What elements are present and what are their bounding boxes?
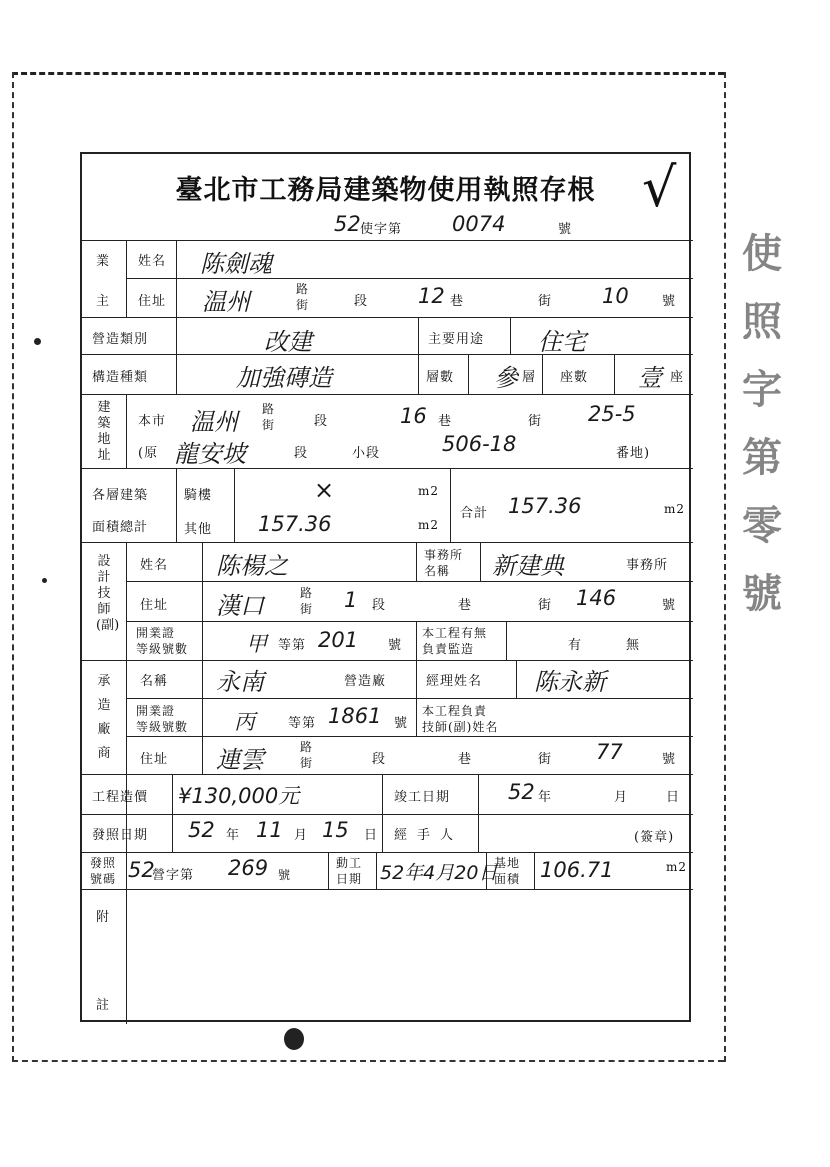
designer-lic-label-1: 開業證 bbox=[136, 626, 176, 640]
scan-border-right bbox=[724, 72, 726, 1062]
designer-lic-no: 201 bbox=[318, 628, 359, 652]
addr-street: 街 bbox=[262, 418, 276, 432]
contractor-no: 77 bbox=[596, 740, 623, 764]
owner-lane: 巷 bbox=[450, 294, 465, 309]
site-label-1: 基地 bbox=[494, 856, 521, 870]
other-label: 其他 bbox=[184, 522, 213, 537]
designer-office: 新建典 bbox=[492, 552, 564, 580]
area-label-1: 各層建築 bbox=[92, 488, 149, 503]
number-hao: 號 bbox=[558, 222, 573, 237]
owner-label-ye: 業 bbox=[96, 254, 111, 269]
contractor-street: 街 bbox=[300, 756, 314, 770]
ink-spot bbox=[34, 338, 41, 345]
floors-value: 參 bbox=[494, 364, 518, 392]
designer-lic-mid: 等第 bbox=[278, 638, 307, 653]
addr-city: 温州 bbox=[190, 408, 238, 436]
total-value: 157.36 bbox=[508, 494, 582, 518]
addr-no: 25-5 bbox=[588, 402, 636, 426]
number-prefix: 52 bbox=[334, 212, 361, 236]
contractor-lic-hao: 號 bbox=[394, 716, 409, 731]
contractor-vlabel: 承造廠商 bbox=[97, 674, 111, 761]
arcade-unit: m2 bbox=[418, 484, 440, 498]
owner-addr-city: 温州 bbox=[202, 288, 250, 316]
issue-yue: 月 bbox=[294, 828, 309, 843]
contractor-section: 段 bbox=[372, 752, 387, 767]
designer-road: 路 bbox=[300, 586, 314, 600]
ink-spot bbox=[42, 578, 47, 583]
number-value: 0074 bbox=[452, 212, 506, 236]
designer-office-suffix: 事務所 bbox=[626, 558, 669, 573]
owner-name: 陈劍魂 bbox=[200, 250, 272, 278]
contractor-road: 路 bbox=[300, 740, 314, 754]
scan-border-bottom bbox=[12, 1060, 724, 1062]
issue-month: 11 bbox=[256, 818, 283, 842]
struct-label: 構造種類 bbox=[92, 370, 149, 385]
address-vlabel: 建築地址 bbox=[97, 400, 111, 463]
addr-section: 段 bbox=[314, 414, 329, 429]
addr-city-label: 本市 bbox=[138, 414, 167, 429]
remarks-char-1: 附 bbox=[96, 910, 111, 925]
owner-street: 街 bbox=[296, 298, 310, 312]
owner-hao: 號 bbox=[662, 294, 677, 309]
designer-addr-label: 住址 bbox=[140, 598, 169, 613]
designer-name-label: 姓名 bbox=[140, 558, 169, 573]
ink-spot bbox=[284, 1028, 304, 1050]
contractor-lic-mid: 等第 bbox=[288, 716, 317, 731]
designer-street: 街 bbox=[300, 602, 314, 616]
owner-lane-no: 12 bbox=[418, 284, 445, 308]
contractor-name-label: 名稱 bbox=[140, 674, 169, 689]
start-label-2: 日期 bbox=[336, 872, 363, 886]
contractor-lic-grade: 丙 bbox=[234, 710, 255, 734]
addr-road: 路 bbox=[262, 402, 276, 416]
owner-jie: 街 bbox=[538, 294, 553, 309]
issue-nian: 年 bbox=[226, 828, 241, 843]
permit-zi: 營字第 bbox=[152, 868, 195, 883]
contractor-lic-label-1: 開業證 bbox=[136, 704, 176, 718]
issue-ri: 日 bbox=[364, 828, 379, 843]
contractor-addr-city: 連雲 bbox=[216, 746, 264, 774]
designer-hao: 號 bbox=[662, 598, 677, 613]
area-label-2: 面積總計 bbox=[92, 520, 149, 535]
scan-border-left bbox=[12, 72, 14, 1062]
arcade-label: 騎樓 bbox=[184, 488, 213, 503]
total-unit: m2 bbox=[664, 502, 686, 516]
addr-duan: 段 bbox=[294, 446, 309, 461]
addr-xiaoduan: 小段 bbox=[352, 446, 381, 461]
designer-office-label-1: 事務所 bbox=[424, 548, 464, 562]
addr-orig-label: (原 bbox=[138, 446, 159, 461]
supervise-wu: 無 bbox=[626, 638, 641, 653]
done-ri: 日 bbox=[666, 790, 681, 805]
number-label: 使字第 bbox=[360, 222, 403, 237]
start-value: 52年4月20日 bbox=[380, 862, 498, 884]
issue-year: 52 bbox=[188, 818, 215, 842]
contractor-name-suffix: 營造廠 bbox=[344, 674, 387, 689]
designer-vlabel: 設計技師(副) bbox=[96, 554, 120, 633]
permit-hao: 號 bbox=[278, 868, 292, 882]
arcade-value: × bbox=[314, 476, 335, 504]
addr-lot: 506-18 bbox=[442, 432, 517, 456]
designer-no: 146 bbox=[576, 586, 617, 610]
count-label: 座數 bbox=[560, 370, 589, 385]
checkmark: √ bbox=[642, 156, 677, 219]
designer-lic-grade: 甲 bbox=[246, 632, 267, 656]
cost-value: ¥130,000元 bbox=[178, 784, 300, 808]
contractor-jie: 街 bbox=[538, 752, 553, 767]
scan-border-top bbox=[12, 72, 724, 75]
contractor-lic-no: 1861 bbox=[328, 704, 382, 728]
issue-day: 15 bbox=[322, 818, 349, 842]
designer-jie: 街 bbox=[538, 598, 553, 613]
addr-lane: 巷 bbox=[438, 414, 453, 429]
permit-form bbox=[80, 152, 691, 1022]
designer-sec-no: 1 bbox=[344, 588, 358, 612]
site-unit: m2 bbox=[666, 860, 688, 874]
floors-ceng: 層 bbox=[522, 370, 537, 385]
designer-lane: 巷 bbox=[458, 598, 473, 613]
total-label: 合計 bbox=[460, 506, 489, 521]
permit-no: 269 bbox=[228, 856, 269, 880]
site-label-2: 面積 bbox=[494, 872, 521, 886]
addr-orig-area: 龍安坡 bbox=[174, 440, 246, 468]
contractor-tech-label-1: 本工程負責 bbox=[422, 704, 488, 718]
type-value: 改建 bbox=[264, 328, 312, 356]
permit-year: 52 bbox=[128, 858, 155, 882]
owner-road: 路 bbox=[296, 282, 310, 296]
start-label-1: 動工 bbox=[336, 856, 363, 870]
contractor-name: 永南 bbox=[216, 668, 264, 696]
floors-label: 層數 bbox=[426, 370, 455, 385]
addr-lot-label: 番地) bbox=[616, 446, 651, 461]
struct-value: 加強磚造 bbox=[236, 364, 332, 392]
count-value: 壹 bbox=[638, 364, 662, 392]
contractor-hao: 號 bbox=[662, 752, 677, 767]
designer-name: 陈楊之 bbox=[216, 552, 288, 580]
contractor-addr-label: 住址 bbox=[140, 752, 169, 767]
owner-label-zhu: 主 bbox=[96, 294, 111, 309]
side-stamp: 使照字第零號 bbox=[742, 230, 782, 617]
supervise-you: 有 bbox=[568, 638, 583, 653]
contractor-tech-label-2: 技師(副)姓名 bbox=[422, 720, 499, 734]
done-year: 52 bbox=[508, 780, 535, 804]
designer-section: 段 bbox=[372, 598, 387, 613]
contractor-lane: 巷 bbox=[458, 752, 473, 767]
designer-lic-label-2: 等級號數 bbox=[136, 642, 189, 656]
addr-lane-no: 16 bbox=[400, 404, 427, 428]
designer-addr-city: 漢口 bbox=[216, 592, 264, 620]
designer-office-label-2: 名稱 bbox=[424, 564, 451, 578]
done-label: 竣工日期 bbox=[394, 790, 451, 805]
done-nian: 年 bbox=[538, 790, 553, 805]
owner-name-label: 姓名 bbox=[138, 254, 167, 269]
use-label: 主要用途 bbox=[428, 332, 485, 347]
owner-addr-label: 住址 bbox=[138, 294, 167, 309]
done-yue: 月 bbox=[614, 790, 629, 805]
site-value: 106.71 bbox=[540, 858, 614, 882]
contractor-mgr-label: 經理姓名 bbox=[426, 674, 483, 689]
cost-label: 工程造價 bbox=[92, 790, 149, 805]
contractor-mgr: 陈永新 bbox=[534, 668, 606, 696]
other-value: 157.36 bbox=[258, 512, 332, 536]
contractor-lic-label-2: 等級號數 bbox=[136, 720, 189, 734]
form-title: 臺北市工務局建築物使用執照存根 bbox=[175, 175, 596, 206]
supervise-label-1: 本工程有無 bbox=[422, 626, 488, 640]
type-label: 營造類別 bbox=[92, 332, 149, 347]
supervise-label-2: 負責監造 bbox=[422, 642, 475, 656]
owner-no: 10 bbox=[602, 284, 629, 308]
permit-label-2: 號碼 bbox=[90, 872, 117, 886]
use-value: 住宅 bbox=[538, 328, 586, 356]
handler-seal: (簽章) bbox=[634, 830, 675, 845]
remarks-char-2: 註 bbox=[96, 998, 111, 1013]
addr-jie: 街 bbox=[528, 414, 543, 429]
issue-label: 發照日期 bbox=[92, 828, 149, 843]
handler-label: 經手人 bbox=[394, 828, 464, 843]
count-zuo: 座 bbox=[670, 370, 685, 385]
permit-label-1: 發照 bbox=[90, 856, 117, 870]
other-unit: m2 bbox=[418, 518, 440, 532]
owner-section: 段 bbox=[354, 294, 369, 309]
designer-lic-hao: 號 bbox=[388, 638, 403, 653]
